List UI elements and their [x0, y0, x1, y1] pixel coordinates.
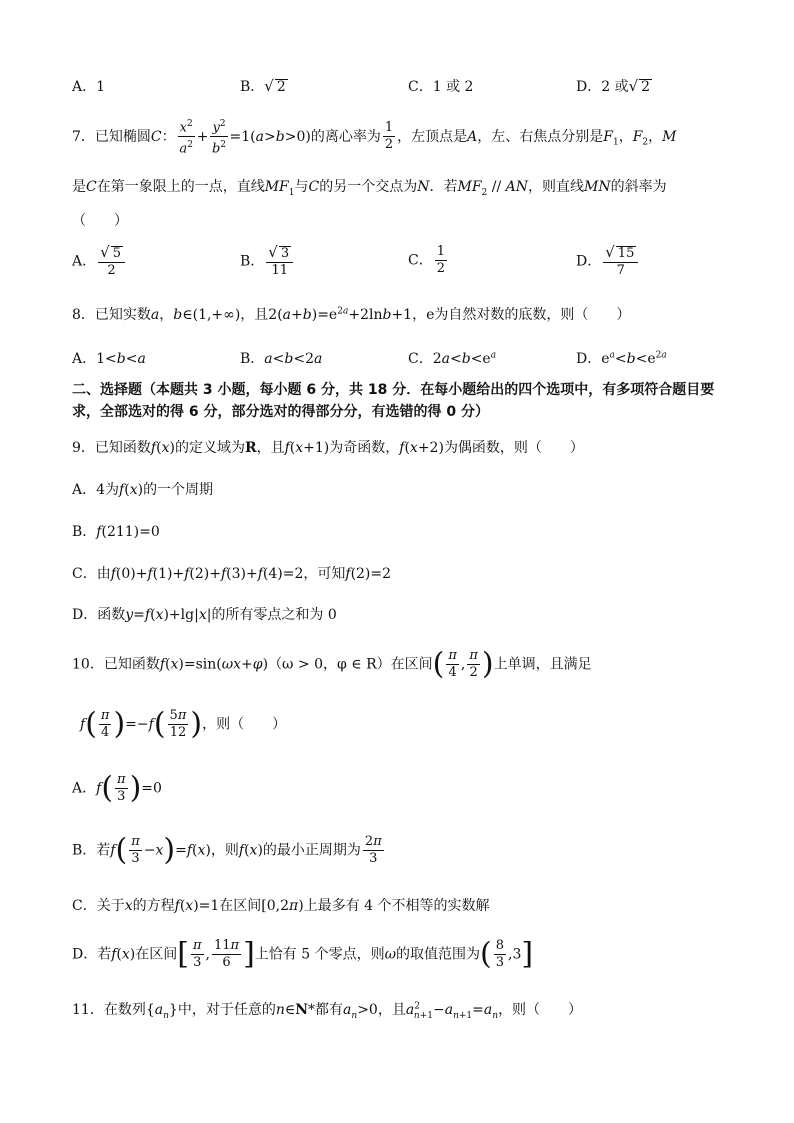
q10-option-c: C．关于x的方程f(x)=1在区间[0,2π)上最多有 4 个不相等的实数解 — [72, 898, 490, 914]
q6-option-b: B．√ 2 — [240, 77, 286, 95]
q8-option-c: C．$2a<b<e^a$ — [408, 350, 497, 367]
q6-option-d: D．2 或√ 2 — [576, 77, 651, 95]
q8-option-b: B．a<b<2a — [240, 351, 323, 367]
q6-option-a: A．1 — [72, 79, 106, 95]
q7-option-a: A． $\frac{√ 5}{2}$ — [72, 244, 127, 279]
q10-option-d: D．若f(x)在区间[ $\frac{\pi}{3}$ , $\frac{11\pi}{6}$ ]上恰有 5 个零点，则ω的取值范围为( $\frac{8}{3}$ ,3] — [72, 936, 534, 972]
q7-option-c: C． $\frac{1}{2}$ — [408, 244, 445, 276]
q10-condition: f( $\frac{\pi}{4}$ )=−f( $\frac{5\pi}{12}$ )，则（ ） — [80, 706, 287, 742]
q9-option-d: D．函数y=f(x)+lg|x|的所有零点之和为 0 — [72, 607, 337, 623]
q10-option-b: B．若f( $\frac{\pi}{3}$ −x)=f(x)，则f(x)的最小正周期为 $\frac{2\pi}{3}$ — [72, 832, 382, 868]
q8-stem: 8．已知实数a，b∈(1,+∞)，且$2(a+b)=e^{2a}+2\ln b+1$，e为自然对数的底数，则（ ） — [72, 306, 631, 323]
section-2-heading: 二、选择题（本题共 3 小题，每小题 6 分，共 18 分．在每小题给出的四个选项中，有多项符合题目要求，全部选对的得 6 分，部分选对的得部分分，有选错的得 0 分） — [72, 382, 715, 420]
q8-option-a: A．1<b<a — [72, 351, 146, 367]
q10-option-a: A．f( $\frac{\pi}{3}$ )=0 — [72, 770, 162, 806]
q7-stem-line2: 是C在第一象限上的一点，直线$MF_1$与C的另一个交点为N．若$MF_2$ // AN，则直线MN的斜率为 — [72, 179, 667, 198]
q7-option-b: B． $\frac{√ 3}{11}$ — [240, 244, 295, 279]
q9-option-b: B．f(211)=0 — [72, 524, 160, 540]
q9-option-a: A．4为f(x)的一个周期 — [72, 482, 214, 498]
q7-option-d: D． $\frac{√ 15}{7}$ — [576, 244, 640, 279]
q9-stem: 9．已知函数f(x)的定义域为R，且f(x+1)为奇函数，f(x+2)为偶函数，则（ ） — [72, 440, 584, 456]
q11-stem: 11．在数列$\{a_n\}$中，对于任意的n∈N*都有$a_n>0$，且$a^2_{n+1}-a_{n+1}=a_n$，则（ ） — [72, 1001, 583, 1021]
q7-answer-paren: （ ） — [72, 213, 128, 229]
q7-stem: 7．已知椭圆C： $\frac{x^2}{a^2}$ + $\frac{y^2}{b^2}$ =1(a>b>0)的离心率为 $\frac{1}{2}$ ，左顶点是A，左、右焦点分别是$F_1$，$F_2$，M — [72, 116, 676, 158]
q10-stem: 10．已知函数f(x)=sin(ωx+φ)（ω > 0，φ ∈ R）在区间( $\frac{\pi}{4}$ , $\frac{\pi}{2}$ )上单调，且满足 — [72, 646, 592, 682]
q8-option-d: D．$e^a<b<e^{2a}$ — [576, 350, 667, 367]
q6-option-c: C．1 或 2 — [408, 79, 474, 95]
q9-option-c: C．由f(0)+f(1)+f(2)+f(3)+f(4)=2，可知f(2)=2 — [72, 566, 392, 582]
